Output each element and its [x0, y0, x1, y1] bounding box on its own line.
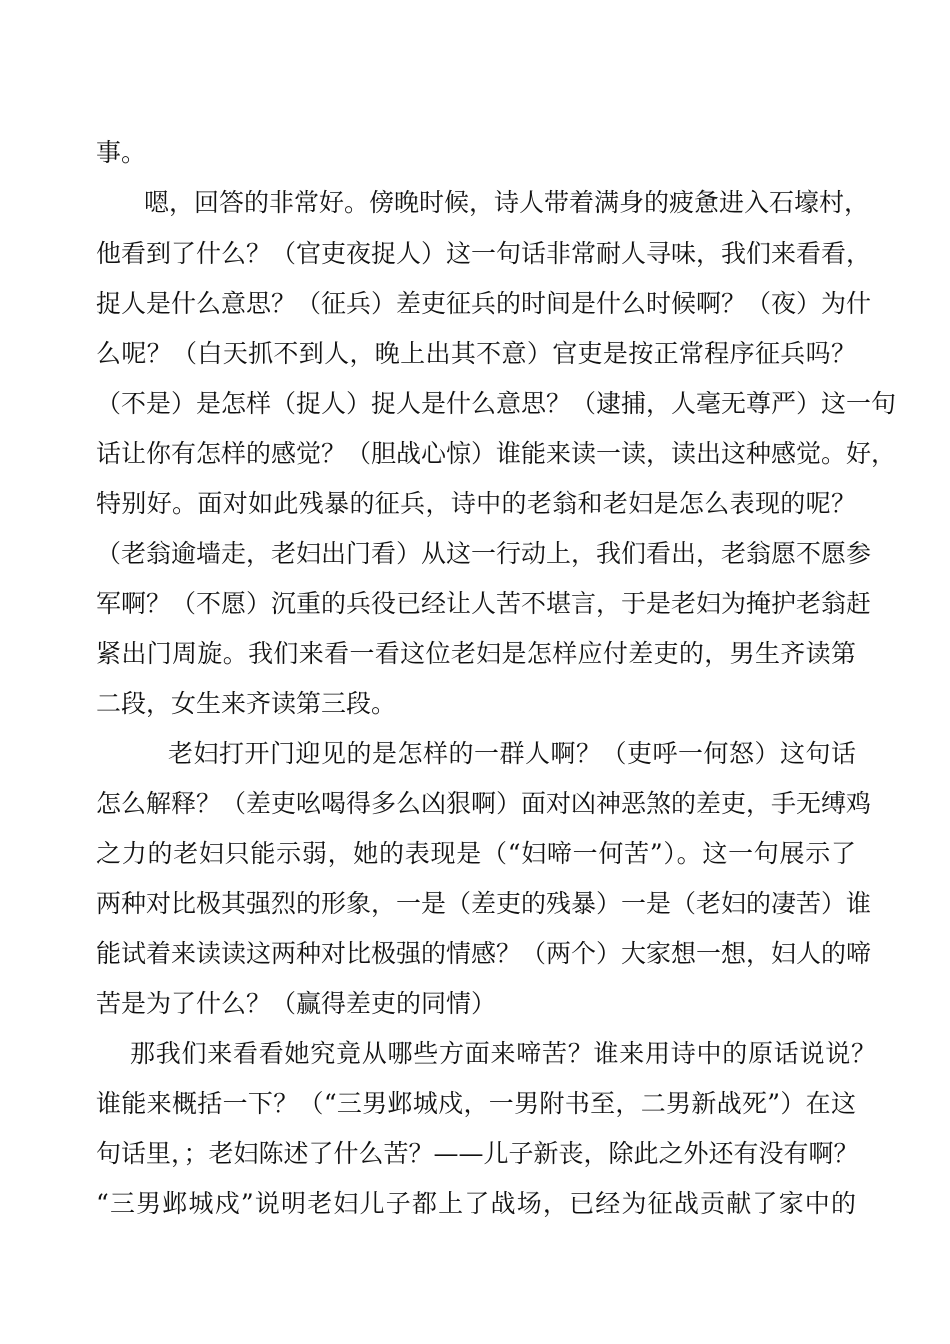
text-line: 他看到了什么？（官吏夜捉人）这一句话非常耐人寻味，我们来看看， — [96, 239, 872, 268]
text-line: 二段，女生来齐读第三段。 — [96, 689, 397, 718]
text-line: 两种对比极其强烈的形象，一是（差吏的残暴）一是（老妇的凄苦）谁 — [96, 889, 872, 918]
text-line: 捉人是什么意思？（征兵）差吏征兵的时间是什么时候啊？（夜）为什 — [96, 289, 872, 318]
text-line: “三男邺城戍”说明老妇儿子都上了战场，已经为征战贡献了家中的 — [96, 1189, 856, 1218]
text-line: 老妇打开门迎见的是怎样的一群人啊？（吏呼一何怒）这句话 — [168, 739, 856, 768]
text-line: 怎么解释？（差吏吆喝得多么凶狠啊）面对凶神恶煞的差吏，手无缚鸡 — [96, 789, 872, 818]
text-line: 那我们来看看她究竟从哪些方面来啼苦？谁来用诗中的原话说说？ — [130, 1039, 876, 1068]
text-line: 军啊？（不愿）沉重的兵役已经让人苦不堪言，于是老妇为掩护老翁赶 — [96, 589, 872, 618]
text-line: 能试着来读读这两种对比极强的情感？（两个）大家想一想，妇人的啼 — [96, 939, 872, 968]
text-line: 么呢？（白天抓不到人，晚上出其不意）官吏是按正常程序征兵吗？ — [96, 339, 856, 368]
text-line: 话让你有怎样的感觉？（胆战心惊）谁能来读一读，读出这种感觉。好， — [96, 439, 897, 468]
text-line: 句话里，；老妇陈述了什么苦？——儿子新丧，除此之外还有没有啊？ — [96, 1139, 859, 1168]
text-line: 嗯，回答的非常好。傍晚时候，诗人带着满身的疲惫进入石壕村， — [144, 188, 870, 217]
text-line: 之力的老妇只能示弱，她的表现是（“妇啼一何苦”）。这一句展示了 — [96, 839, 856, 868]
text-line: 苦是为了什么？（赢得差吏的同情） — [96, 989, 497, 1018]
text-line: 谁能来概括一下？（“三男邺城戍，一男附书至，二男新战死”）在这 — [96, 1089, 856, 1118]
text-line: （老翁逾墙走，老妇出门看）从这一行动上，我们看出，老翁愿不愿参 — [96, 539, 872, 568]
text-line: 紧出门周旋。我们来看一看这位老妇是怎样应付差吏的，男生齐读第 — [96, 639, 856, 668]
text-line: 特别好。面对如此残暴的征兵，诗中的老翁和老妇是怎么表现的呢？ — [96, 489, 856, 518]
text-line: （不是）是怎样（捉人）捉人是什么意思？（逮捕，人毫无尊严）这一句 — [96, 389, 897, 418]
text-line: 事。 — [96, 138, 147, 167]
